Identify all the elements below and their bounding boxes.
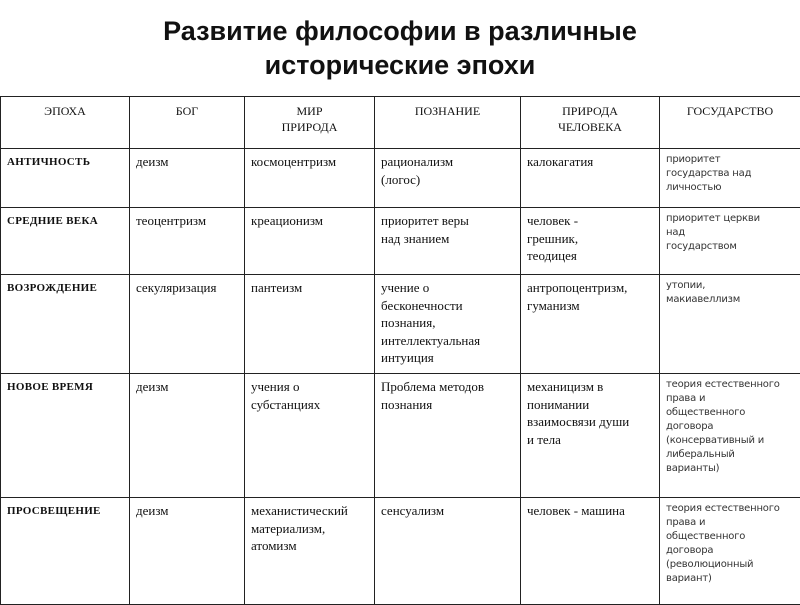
philosophy-table [0, 96, 800, 605]
knowledge-cell: приоритет веры над знанием [375, 208, 521, 275]
table-row [1, 149, 800, 208]
god-cell: теоцентризм [130, 208, 245, 275]
epoch-cell: ВОЗРОЖДЕНИЕ [1, 275, 130, 374]
table-row [1, 374, 800, 498]
human-cell: антропоцентризм, гуманизм [521, 275, 660, 374]
god-cell: деизм [130, 149, 245, 208]
header-human-nature: ПРИРОДА ЧЕЛОВЕКА [521, 97, 660, 149]
state-cell: теория естественного права и общественного договора (революционный вариант) [660, 498, 800, 605]
epoch-cell: АНТИЧНОСТЬ [1, 149, 130, 208]
knowledge-cell: Проблема методов познания [375, 374, 521, 498]
epoch-cell: НОВОЕ ВРЕМЯ [1, 374, 130, 498]
world-cell: учения о субстанциях [245, 374, 375, 498]
god-cell: деизм [130, 498, 245, 605]
title-line-2: исторические эпохи [0, 48, 800, 82]
state-cell: теория естественного права и общественного договора (консервативный и либеральный варианты) [660, 374, 800, 498]
title-line-1: Развитие философии в различные [0, 14, 800, 48]
header-world-nature: МИР ПРИРОДА [245, 97, 375, 149]
world-cell: космоцентризм [245, 149, 375, 208]
state-cell: приоритет государства над личностью [660, 149, 800, 208]
header-row [1, 97, 800, 149]
page-title [0, 14, 800, 82]
human-cell: калокагатия [521, 149, 660, 208]
god-cell: деизм [130, 374, 245, 498]
state-cell: утопии, макиавеллизм [660, 275, 800, 374]
world-cell: механистический материализм, атомизм [245, 498, 375, 605]
header-state: ГОСУДАРСТВО [660, 97, 800, 149]
epoch-cell: СРЕДНИЕ ВЕКА [1, 208, 130, 275]
god-cell: секуляризация [130, 275, 245, 374]
human-cell: механицизм в понимании взаимосвязи души и тела [521, 374, 660, 498]
human-cell: человек - грешник, теодицея [521, 208, 660, 275]
table-row [1, 498, 800, 605]
knowledge-cell: учение о бесконечности познания, интеллектуальная интуиция [375, 275, 521, 374]
epoch-cell: ПРОСВЕЩЕНИЕ [1, 498, 130, 605]
knowledge-cell: рационализм (логос) [375, 149, 521, 208]
header-god: БОГ [130, 97, 245, 149]
header-knowledge: ПОЗНАНИЕ [375, 97, 521, 149]
knowledge-cell: сенсуализм [375, 498, 521, 605]
world-cell: пантеизм [245, 275, 375, 374]
table-row [1, 275, 800, 374]
human-cell: человек - машина [521, 498, 660, 605]
state-cell: приоритет церкви над государством [660, 208, 800, 275]
table-row [1, 208, 800, 275]
header-epoch: ЭПОХА [1, 97, 130, 149]
world-cell: креационизм [245, 208, 375, 275]
